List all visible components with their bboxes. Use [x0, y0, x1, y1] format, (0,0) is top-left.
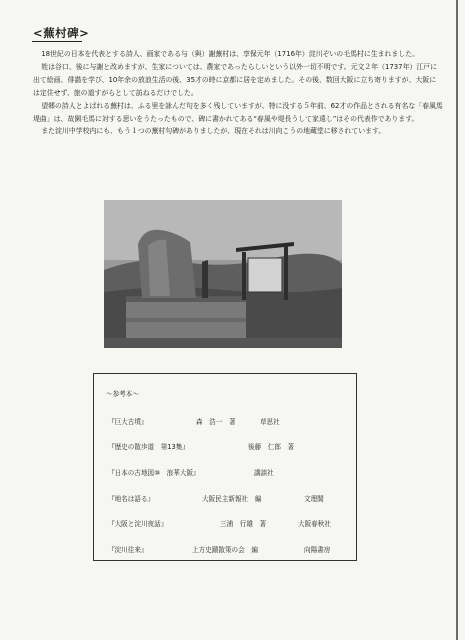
- references-title: 〜参考本〜: [106, 390, 139, 398]
- references-box: [93, 373, 357, 561]
- reference-publisher: 大阪春秋社: [298, 520, 331, 528]
- reference-publisher: 文理閣: [304, 495, 324, 503]
- monument-photo: [104, 200, 342, 348]
- reference-book: 『巨大古墳』: [108, 418, 148, 426]
- paragraph-biography: 姓は谷口、後に与謝と改めますが、生家については、農家であったらしいという以外一切不明です。元文２年（1737年）江戸に出て絵画、俳諧を学び、10年余の放浪生活の後、35才の時に京都に居を定めました。その後、数回大阪に立ち寄りますが、大阪には定住せず、旅の道すがらとして訪ねるだけでした。: [33, 62, 438, 97]
- reference-author: 上方史蹟散策の会 編: [192, 546, 258, 554]
- scan-edge-line: [456, 0, 458, 640]
- reference-book: 『日本の古地図⑩ 浪華大阪』: [108, 469, 200, 477]
- paragraph-second-monument: また淀川中学校内にも、もう１つの蕪村句碑がありましたが、現在それは川向こうの地蔵堂に移されています。: [41, 127, 386, 136]
- reference-author: 三浦 行雄 著: [220, 520, 267, 528]
- reference-publisher: 草思社: [260, 418, 280, 426]
- reference-author: 大阪民主新報社 編: [202, 495, 262, 503]
- paragraph-intro: 18世紀の日本を代表とする詩人、画家である与（與）謝蕪村は、享保元年（1716年）淀川ぞいの毛馬村に生まれました。: [41, 50, 419, 58]
- reference-book: 『地名は語る』: [108, 495, 155, 503]
- reference-publisher: 向陽書房: [304, 546, 331, 554]
- reference-book: 『淀川往来』: [108, 546, 148, 554]
- reference-author: 後藤 仁郎 著: [248, 443, 295, 451]
- section-heading: <蕪村碑>: [33, 26, 90, 40]
- paragraph-poem: 望郷の詩人とよばれる蕪村は、ふる里を詠んだ句を多く残していますが、特に没する５年前、62才の作品とされる有名な「春風馬堤曲」は、故園毛馬に対する思いをうたったもので、碑に書かれてある“春風や堤長うして家遠し”はその代表作であります。: [33, 101, 443, 123]
- reference-author: 森 浩一 著: [196, 418, 236, 426]
- reference-book: 『歴史の散歩道 第13集』: [108, 443, 189, 451]
- reference-book: 『大阪と淀川夜話』: [108, 520, 168, 528]
- reference-publisher: 講談社: [254, 469, 274, 477]
- body-text: [33, 48, 443, 138]
- heading-underline: [32, 41, 82, 42]
